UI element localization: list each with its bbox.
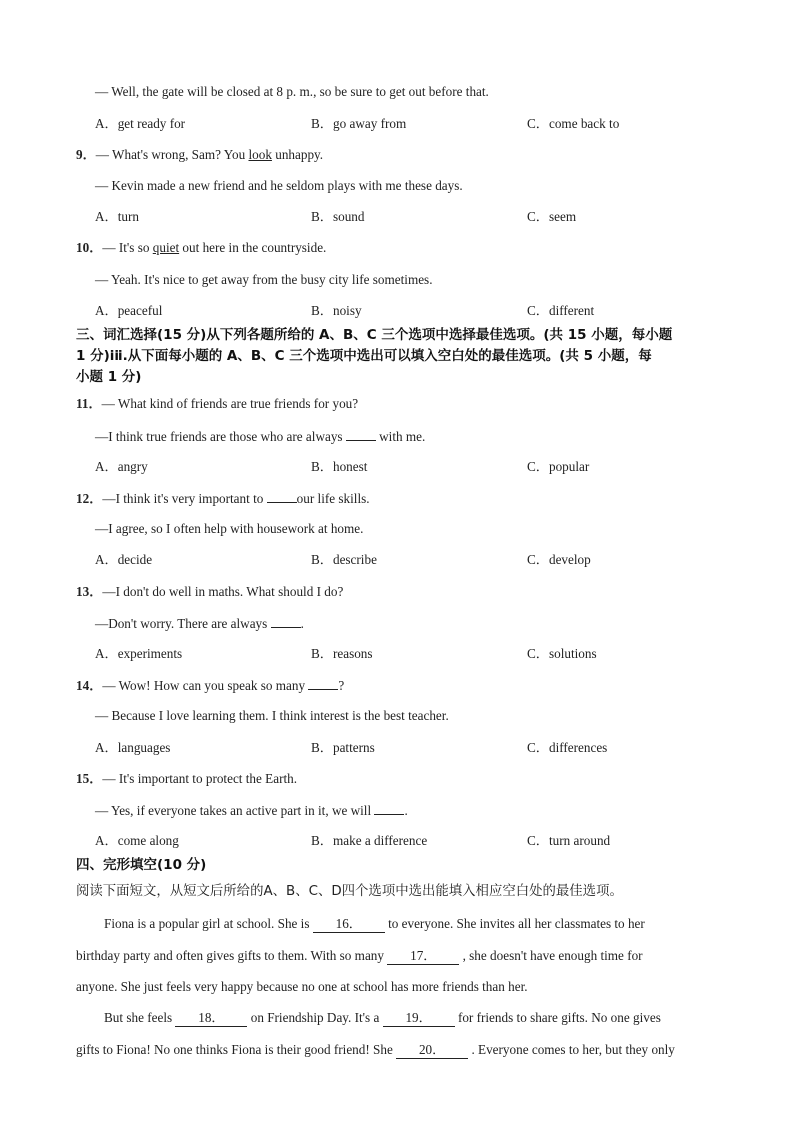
passage-line-1-post: to everyone. She invites all her classmates to her: [384, 916, 645, 931]
q9-keyword: look: [248, 147, 272, 162]
section4-instruction: 阅读下面短文，从短文后所给的A、B、C、D四个选项中选出能填入相应空白处的最佳选项。: [76, 884, 623, 899]
q11-blank: [346, 428, 376, 441]
q9-question-post: unhappy.: [271, 147, 324, 162]
passage-line-2-pre: birthday party and often gives gifts to them. With so many: [76, 948, 388, 963]
q13-answer-pre: —Don't worry. There are always: [95, 616, 271, 631]
q14-option-c[interactable]: C．differences: [527, 740, 608, 755]
q12-option-c[interactable]: C．develop: [527, 552, 591, 567]
q14-option-b[interactable]: B．patterns: [311, 740, 375, 755]
q13-blank: [271, 615, 301, 628]
q15-number: 15．: [76, 771, 103, 786]
q10-answer-line: — Yeah. It's nice to get away from the busy city life sometimes.: [95, 272, 433, 287]
q12-question-post: our life skills.: [296, 491, 370, 506]
q11-number: 11．: [76, 396, 102, 411]
q12-number: 12．: [76, 491, 103, 506]
gap-17: 17．: [387, 948, 459, 965]
q13-option-a[interactable]: A．experiments: [95, 646, 183, 661]
passage-line-1-pre: Fiona is a popular girl at school. She is: [104, 916, 313, 931]
q15-answer-post: .: [404, 803, 408, 818]
q11-answer-pre: —I think true friends are those who are always: [95, 429, 346, 444]
q10-keyword: quiet: [152, 240, 180, 255]
section3-heading-line2: 1 分)ⅰⅱ.从下面每小题的 A、B、C 三个选项中选出可以填入空白处的最佳选项。(共 5 小题，每: [76, 348, 652, 364]
q11-question-text: — What kind of friends are true friends for you?: [101, 396, 359, 411]
q13-answer-line: [95, 615, 304, 632]
passage-line-4-pre: But she feels: [104, 1010, 176, 1025]
q13-option-c[interactable]: C．solutions: [527, 646, 597, 661]
q14-answer-line: — Because I love learning them. I think interest is the best teacher.: [95, 708, 449, 723]
q8-option-c[interactable]: C．come back to: [527, 116, 620, 131]
q10-question: [76, 240, 326, 256]
q15-question-text: — It's important to protect the Earth.: [102, 771, 298, 786]
q14-question-post: ?: [338, 678, 345, 693]
passage-line-5-post: . Everyone comes to her, but they only: [468, 1042, 675, 1057]
q15-question: [76, 771, 297, 787]
q12-option-b[interactable]: B．describe: [311, 552, 377, 567]
q10-option-a[interactable]: A．peaceful: [95, 303, 163, 318]
gap-19: 19．: [383, 1010, 455, 1027]
gap-16: 16．: [313, 916, 385, 933]
passage-line-3: anyone. She just feels very happy because no one at school has more friends than her.: [76, 979, 528, 994]
q9-option-c[interactable]: C．seem: [527, 209, 577, 224]
passage-line-4-mid: on Friendship Day. It's a: [247, 1010, 383, 1025]
q8-answer-line: — Well, the gate will be closed at 8 p. m., so be sure to get out before that.: [95, 84, 489, 99]
gap-20: 20．: [396, 1042, 468, 1059]
q12-option-a[interactable]: A．decide: [95, 552, 153, 567]
q9-answer-line: — Kevin made a new friend and he seldom plays with me these days.: [95, 178, 463, 193]
q8-option-a[interactable]: A．get ready for: [95, 116, 186, 131]
q15-option-c[interactable]: C．turn around: [527, 833, 611, 848]
q11-option-c[interactable]: C．popular: [527, 459, 590, 474]
q13-question-text: —I don't do well in maths. What should I do?: [102, 584, 344, 599]
q9-number: 9．: [76, 147, 96, 162]
q14-question: [76, 677, 344, 694]
q9-option-b[interactable]: B．sound: [311, 209, 365, 224]
passage-line-2-post: , she doesn't have enough time for: [459, 948, 643, 963]
section3-heading-line1: 三、词汇选择(15 分)从下列各题所给的 A、B、C 三个选项中选择最佳选项。(共 15 小题，每小题: [76, 327, 673, 343]
q14-blank: [308, 677, 338, 690]
section3-heading: [76, 325, 756, 388]
q9-question: [76, 147, 323, 163]
gap-18: 18．: [175, 1010, 247, 1027]
q11-option-b[interactable]: B．honest: [311, 459, 368, 474]
q11-answer-post: with me.: [375, 429, 426, 444]
q12-question: [76, 490, 370, 507]
passage-line-5: [76, 1042, 675, 1059]
q15-option-b[interactable]: B．make a difference: [311, 833, 428, 848]
q10-number: 10．: [76, 240, 103, 255]
q12-answer-line: —I agree, so I often help with housework at home.: [95, 521, 364, 536]
passage-line-2: [76, 948, 643, 965]
passage-line-4-post: for friends to share gifts. No one gives: [454, 1010, 661, 1025]
section3-heading-line3: 小题 1 分): [76, 369, 142, 385]
passage-line-1: [104, 916, 645, 933]
q15-blank: [374, 802, 404, 815]
q12-blank: [267, 490, 297, 503]
q10-question-pre: — It's so: [102, 240, 153, 255]
passage-line-5-pre: gifts to Fiona! No one thinks Fiona is their good friend! She: [76, 1042, 397, 1057]
section4-title: 四、完形填空(10 分): [76, 857, 207, 873]
passage-line-4: [104, 1010, 661, 1027]
q11-question: [76, 396, 358, 412]
q9-question-pre: — What's wrong, Sam? You: [95, 147, 249, 162]
q14-option-a[interactable]: A．languages: [95, 740, 171, 755]
q10-option-c[interactable]: C．different: [527, 303, 595, 318]
q13-number: 13．: [76, 584, 103, 599]
q10-option-b[interactable]: B．noisy: [311, 303, 362, 318]
q14-question-pre: — Wow! How can you speak so many: [102, 678, 309, 693]
q11-option-a[interactable]: A．angry: [95, 459, 148, 474]
q15-option-a[interactable]: A．come along: [95, 833, 179, 848]
q11-answer-line: [95, 428, 425, 445]
q10-question-post: out here in the countryside.: [179, 240, 327, 255]
q14-number: 14．: [76, 678, 103, 693]
q13-option-b[interactable]: B．reasons: [311, 646, 373, 661]
q15-answer-line: [95, 802, 408, 819]
q12-question-pre: —I think it's very important to: [102, 491, 267, 506]
q9-option-a[interactable]: A．turn: [95, 209, 139, 224]
q13-answer-post: .: [300, 616, 304, 631]
q13-question: [76, 584, 343, 600]
q8-option-b[interactable]: B．go away from: [311, 116, 407, 131]
q15-answer-pre: — Yes, if everyone takes an active part in it, we will: [95, 803, 375, 818]
